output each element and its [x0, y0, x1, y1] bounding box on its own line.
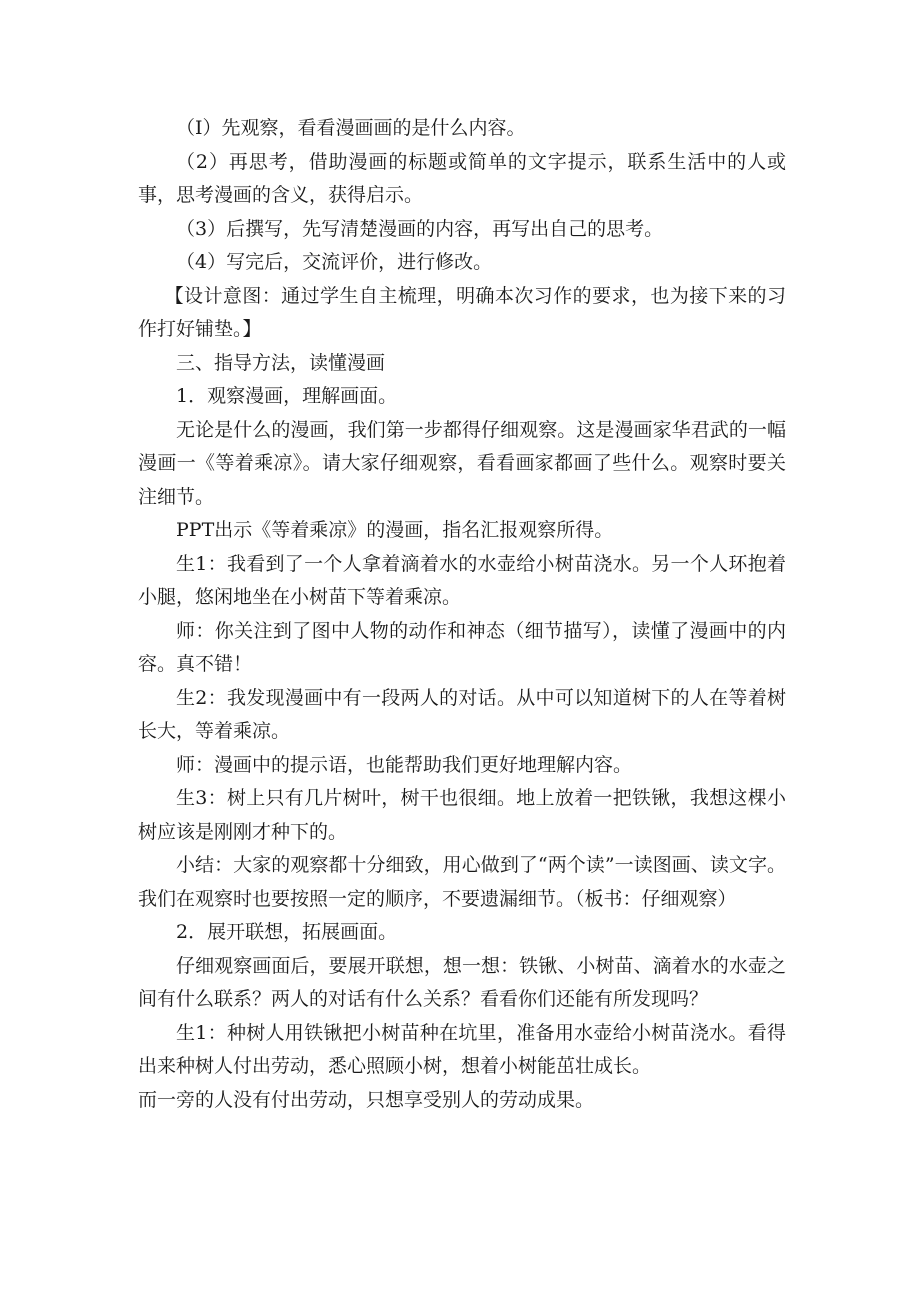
document-page — [138, 112, 786, 1117]
teacher-comment-1: 师：你关注到了图中人物的动作和神态（细节描写），读懂了漫画中的内容。真不错！ — [138, 619, 786, 675]
step-think: （2）再思考，借助漫画的标题或简单的文字提示，联系生活中的人或事，思考漫画的含义，获得启示。 — [138, 150, 786, 206]
associate-paragraph: 仔细观察画面后，要展开联想，想一想：铁锹、小树苗、滴着水的水壶之间有什么联系？两人的对话有什么关系？看看你们还能有所发现吗？ — [138, 954, 786, 1010]
summary-paragraph: 小结：大家的观察都十分细致，用心做到了“两个读”一读图画、读文字。我们在观察时也要按照一定的顺序，不要遗漏细节。（板书：仔细观察） — [138, 854, 786, 910]
subsection-associate: 2．展开联想，拓展画面。 — [176, 921, 398, 943]
student-3-answer: 生3：树上只有几片树叶，树干也很细。地上放着一把铁锹，我想这棵小树应该是刚刚才种下的。 — [138, 787, 786, 843]
intro-paragraph: 无论是什么的漫画，我们第一步都得仔细观察。这是漫画家华君武的一幅漫画一《等着乘凉》。请大家仔细观察，看看画家都画了些什么。观察时要关注细节。 — [138, 418, 786, 508]
step-observe: （I）先观察，看看漫画画的是什么内容。 — [176, 117, 526, 139]
step-review: （4）写完后，交流评价，进行修改。 — [176, 251, 493, 273]
student-1-answer: 生1：我看到了一个人拿着滴着水的水壶给小树苗浇水。另一个人环抱着小腿，悠闲地坐在小树苗下等着乘凉。 — [138, 552, 786, 608]
student-1-associate: 生1：种树人用铁锹把小树苗种在坑里，准备用水壶给小树苗浇水。看得出来种树人付出劳动，悉心照顾小树，想着小树能茁壮成长。 — [138, 1021, 786, 1077]
continuation-paragraph: 而一旁的人没有付出劳动，只想享受别人的劳动成果。 — [138, 1088, 595, 1111]
teacher-comment-2: 师：漫画中的提示语，也能帮助我们更好地理解内容。 — [176, 753, 633, 776]
design-intent: 【设计意图：通过学生自主梳理，明确本次习作的要求，也为接下来的习作打好铺垫。】 — [138, 284, 786, 340]
student-2-answer: 生2：我发现漫画中有一段两人的对话。从中可以知道树下的人在等着树长大，等着乘凉。 — [138, 686, 786, 742]
ppt-paragraph: PPT出示《等着乘凉》的漫画，指名汇报观察所得。 — [176, 519, 614, 541]
section-heading: 三、指导方法，读懂漫画 — [176, 351, 386, 374]
subsection-observe: 1．观察漫画，理解画面。 — [176, 385, 398, 407]
step-write: （3）后撰写，先写清楚漫画的内容，再写出自己的思考。 — [176, 217, 664, 240]
